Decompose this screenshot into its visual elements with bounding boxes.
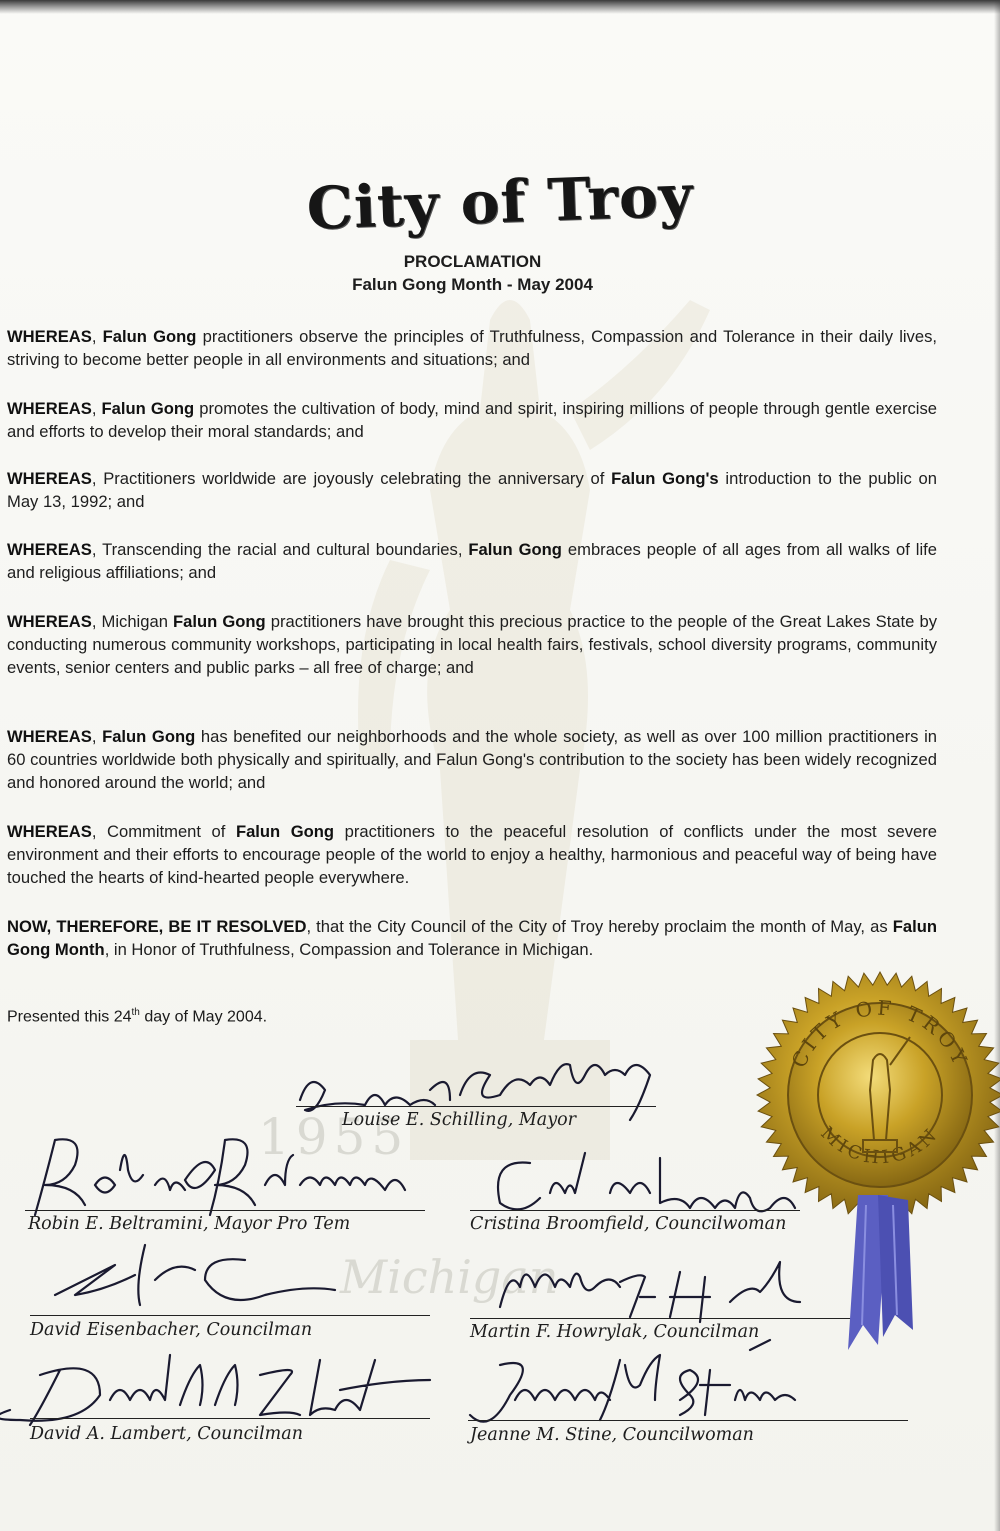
scan-edge-top (0, 0, 1000, 14)
lambert-signature-line (30, 1418, 430, 1419)
resolution-paragraph: NOW, THEREFORE, BE IT RESOLVED, that the City Council of the City of Troy hereby proclaim the month of May, as Falun Gong Month, in Honor of Truthfulness, Compassion and Tolerance in Michigan. (7, 917, 937, 959)
whereas-paragraph-6: WHEREAS, Falun Gong has benefited our neighborhoods and the whole society, as well as over 100 million practitioners in 60 countries worldwide both physically and spiritually, and Falun Gong's contribution to the society has been widely recognized and honored around the world; and (7, 727, 937, 792)
proclamation-subject: Falun Gong Month - May 2004 (352, 275, 593, 294)
proclamation-heading: PROCLAMATION (403, 252, 542, 271)
lambert-name: David A. Lambert, Councilman (30, 1424, 303, 1444)
whereas-paragraph-5: WHEREAS, Michigan Falun Gong practitioners have brought this precious practice to the people of the Great Lakes State by conducting numerous community workshops, participating in local health fairs, festivals, school diversity programs, community events, senior centers and public parks – all free of charge; and (7, 612, 937, 677)
presented-date: Presented this 24th day of May 2004. (7, 1007, 268, 1026)
broomfield-name: Cristina Broomfield, Councilwoman (470, 1214, 787, 1234)
city-seal (755, 965, 1000, 1225)
pro-tem-signature-line (25, 1210, 425, 1211)
eisenbacher-signature (45, 1240, 345, 1310)
howrylak-signature (490, 1262, 830, 1322)
page-title: City of Troy (305, 161, 695, 243)
howrylak-name: Martin F. Howrylak, Councilman (470, 1322, 760, 1342)
mayor-name: Louise E. Schilling, Mayor (342, 1110, 577, 1130)
whereas-paragraph-7: WHEREAS, Commitment of Falun Gong practitioners to the peaceful resolution of conflicts under the most severe environment and their efforts to encourage people of the world to enjoy a healthy, harmonious and peaceful way of being have touched the hearts of kind-hearted people everywhere. (7, 822, 937, 887)
eisenbacher-signature-line (30, 1315, 430, 1316)
scan-edge-right (994, 0, 1000, 1531)
whereas-paragraph-2: WHEREAS, Falun Gong promotes the cultivation of body, mind and spirit, inspiring millions of people through gentle exercise and efforts to develop their moral standards; and (7, 399, 937, 441)
seal-ribbon (838, 1195, 918, 1355)
whereas-paragraph-1: WHEREAS, Falun Gong practitioners observe the principles of Truthfulness, Compassion and Tolerance in their daily lives, striving to become better people in all environments and situations; and (7, 327, 937, 369)
statue-watermark (270, 260, 750, 1160)
pro-tem-signature (25, 1130, 415, 1220)
svg-text:CITY OF TROY: CITY OF TROY (786, 995, 974, 1072)
stine-name: Jeanne M. Stine, Councilwoman (470, 1425, 754, 1445)
watermark-state: Michigan (340, 1250, 559, 1304)
broomfield-signature-line (470, 1210, 800, 1211)
eisenbacher-name: David Eisenbacher, Councilman (30, 1320, 313, 1340)
pro-tem-name: Robin E. Beltramini, Mayor Pro Tem (28, 1214, 351, 1234)
whereas-paragraph-3: WHEREAS, Practitioners worldwide are joyously celebrating the anniversary of Falun Gong's introduction to the public on May 13, 1992; and (7, 469, 937, 511)
howrylak-signature-line (470, 1318, 870, 1319)
watermark-year: 1955 (258, 1108, 410, 1166)
svg-text:MICHIGAN: MICHIGAN (816, 1122, 944, 1169)
mayor-signature-line (296, 1106, 656, 1107)
whereas-paragraph-4: WHEREAS, Transcending the racial and cultural boundaries, Falun Gong embraces people of all ages from all walks of life and religious affiliations; and (7, 540, 937, 582)
stine-signature-line (468, 1420, 908, 1421)
